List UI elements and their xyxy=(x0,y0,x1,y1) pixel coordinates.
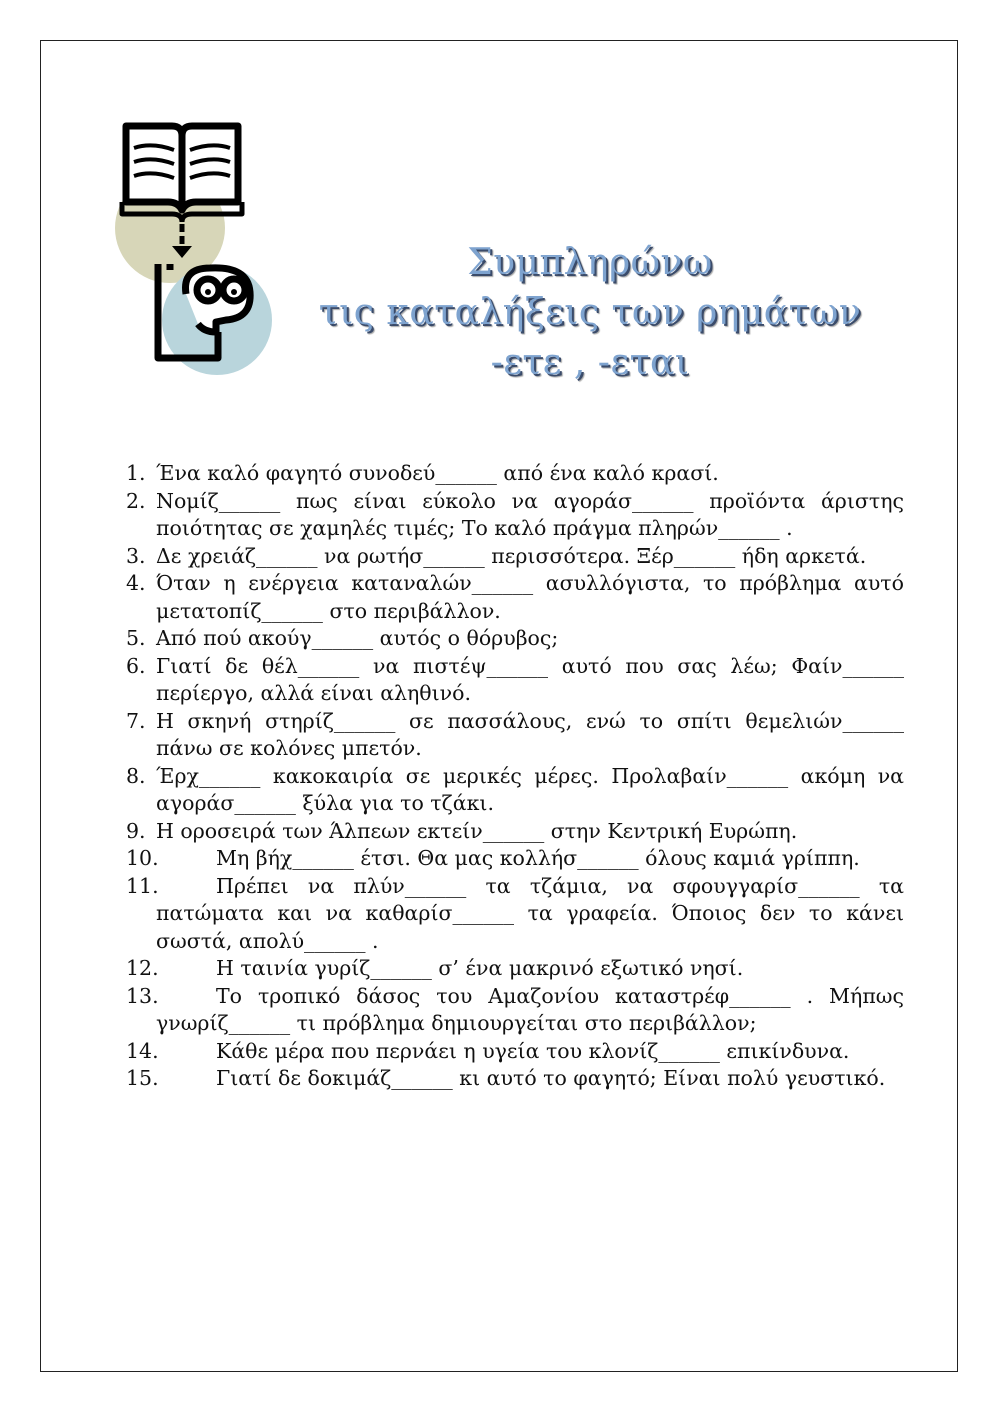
exercise-text: Δε χρειάζ______ να ρωτήσ______ περισσότερα. Ξέρ______ ήδη αρκετά. xyxy=(156,543,867,568)
exercise-text: Το τροπικό δάσος του Αμαζονίου καταστρέφ______ . Μήπως γνωρίζ______ τι πρόβλημα δημιουργείται στο περιβάλλον; xyxy=(156,983,904,1035)
book-reader-clipart xyxy=(112,118,282,383)
exercise-text: Από πού ακούγ______ αυτός ο θόρυβος; xyxy=(156,626,559,650)
exercise-text: Γιατί δε θέλ______ να πιστέψ______ αυτό που σας λέω; Φαίν______ περίεργο, αλλά είναι αληθινό. xyxy=(156,653,904,705)
exercise-item xyxy=(126,955,904,983)
exercise-number: 3. xyxy=(126,543,146,568)
exercise-item xyxy=(126,488,904,543)
title-line-2: τις καταλήξεις των ρημάτων xyxy=(318,292,862,333)
exercise-item xyxy=(126,1065,904,1093)
exercise-item xyxy=(126,845,904,873)
exercise-text: Πρέπει να πλύν______ τα τζάμια, να σφουγγαρίσ______ τα πατώματα και να καθαρίσ______ τα γραφεία. Όποιος δεν το κάνει σωστά, απολύ______ . xyxy=(156,873,904,953)
exercise-number: 8. xyxy=(126,763,146,788)
exercise-list xyxy=(126,460,904,1093)
exercise-number: 11. xyxy=(126,873,159,898)
exercise-number: 6. xyxy=(126,653,146,678)
exercise-item xyxy=(126,653,904,708)
exercise-number: 10. xyxy=(126,846,159,870)
exercise-text: Ένα καλό φαγητό συνοδεύ______ από ένα καλό κρασί. xyxy=(156,461,719,485)
exercise-text: Γιατί δε δοκιμάζ______ κι αυτό το φαγητό; Είναι πολύ γευστικό. xyxy=(216,1066,886,1090)
worksheet-title xyxy=(290,238,890,388)
exercise-number: 12. xyxy=(126,956,159,980)
exercise-number: 15. xyxy=(126,1066,159,1090)
exercise-text: Κάθε μέρα που περνάει η υγεία του κλονίζ______ επικίνδυνα. xyxy=(216,1038,850,1063)
exercise-text: Νομίζ______ πως είναι εύκολο να αγοράσ______ προϊόντα άριστης ποιότητας σε χαμηλές τιμές; Το καλό πράγμα πληρών______ . xyxy=(156,488,904,540)
exercise-text: Μη βήχ______ έτσι. Θα μας κολλήσ______ όλους καμιά γρίππη. xyxy=(216,846,860,870)
exercise-item xyxy=(126,818,904,846)
exercise-text: Η ταινία γυρίζ______ σ’ ένα μακρινό εξωτικό νησί. xyxy=(216,956,744,980)
exercise-item xyxy=(126,763,904,818)
exercise-number: 2. xyxy=(126,488,146,513)
exercise-item xyxy=(126,625,904,653)
exercise-number: 14. xyxy=(126,1038,159,1063)
title-line-1: Συμπληρώνω xyxy=(467,242,713,283)
exercise-text: Έρχ______ κακοκαιρία σε μερικές μέρες. Προλαβαίν______ ακόμη να αγοράσ______ ξύλα για το τζάκι. xyxy=(156,763,904,815)
exercise-text: Η οροσειρά των Άλπεων εκτείν______ στην Κεντρική Ευρώπη. xyxy=(156,818,798,843)
exercise-item xyxy=(126,1038,904,1066)
exercise-item xyxy=(126,543,904,571)
exercise-number: 4. xyxy=(126,571,146,595)
exercise-number: 13. xyxy=(126,983,159,1008)
exercise-text: Όταν η ενέργεια καταναλών______ ασυλλόγιστα, το πρόβλημα αυτό μετατοπίζ______ στο περιβάλλον. xyxy=(156,571,904,623)
exercise-item xyxy=(126,708,904,763)
exercise-item xyxy=(126,460,904,488)
exercise-number: 5. xyxy=(126,626,146,650)
exercise-item xyxy=(126,983,904,1038)
exercise-number: 9. xyxy=(126,818,146,843)
exercise-text: Η σκηνή στηρίζ______ σε πασσάλους, ενώ το σπίτι θεμελιών______ πάνω σε κολόνες μπετόν. xyxy=(156,708,904,760)
exercise-item xyxy=(126,873,904,956)
title-line-3: -ετε , -εται xyxy=(490,342,690,383)
exercise-item xyxy=(126,570,904,625)
exercise-number: 1. xyxy=(126,461,146,485)
exercise-number: 7. xyxy=(126,708,146,733)
